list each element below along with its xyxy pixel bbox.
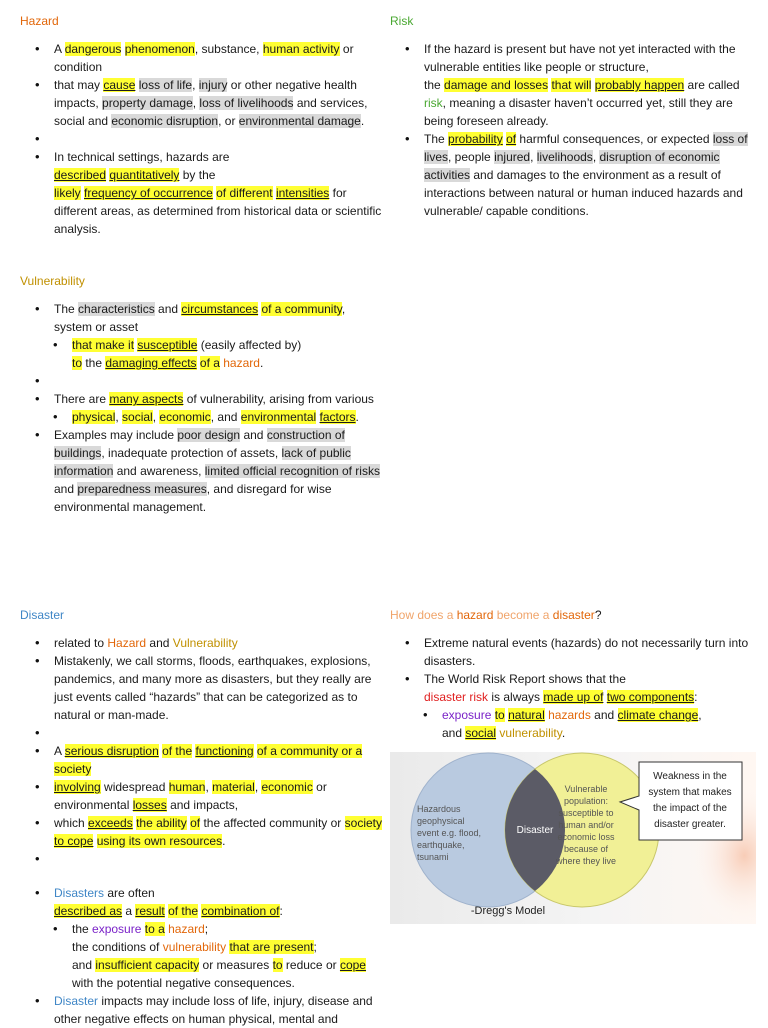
vulnerability-heading: Vulnerability xyxy=(20,274,85,288)
hazard-list xyxy=(20,40,384,238)
hazard-bullet-2: • that may cause loss of life, injury or other negative health impacts, property damage, loss of livelihoods and services, social and economic disruption, or environmental damage. xyxy=(54,76,384,130)
vulnerability-sublist xyxy=(54,336,384,372)
disaster-bullet-1: • related to Hazard and Vulnerability xyxy=(54,634,384,652)
vulnerability-sub-bullet: • that make it susceptible (easily affected by) to the damaging effects of a hazard. xyxy=(72,336,384,372)
disaster-bullet-2: • Mistakenly, we call storms, floods, earthquakes, explosions, pandemics, and many more as disasters, but they really are just events called “hazards” that can be categorized as to natural or man-made. xyxy=(54,652,384,724)
disaster-bullet-3: • A serious disruption of the functioning of a community or a society xyxy=(54,742,384,778)
right-label-line: susceptible to xyxy=(558,808,614,818)
dreggs-model-figure xyxy=(390,752,756,924)
disaster-label: Disaster xyxy=(516,825,554,836)
risk-heading: Risk xyxy=(390,14,414,28)
spacer xyxy=(54,850,384,884)
hazard-bullet-3: • In technical settings, hazards are described quantitatively by the likely frequency of occurrence of different intensities for different areas, as determined from historical data or scientific analysis. xyxy=(54,148,384,238)
right-label-line: because of xyxy=(563,844,609,854)
disaster-heading: Disaster xyxy=(20,608,65,622)
risk-bullet-1: • If the hazard is present but have not yet interacted with the vulnerable entities like people or structure, the damage and losses that will probably happen are called risk, meaning a disaster haven’t occurred yet, still they are being foreseen already. xyxy=(424,40,756,130)
disaster-combination-item: • the exposure to a hazard; the conditions of vulnerability that are present; and insufficient capacity or measures to reduce or cope with the potential negative consequences. xyxy=(72,920,384,992)
risk-section xyxy=(390,12,756,220)
left-label-line: Hazardous xyxy=(417,804,461,814)
how-section xyxy=(390,606,756,742)
right-label-line: where they live xyxy=(555,856,617,866)
how-list xyxy=(390,634,756,742)
right-label-line: human and/or xyxy=(558,820,614,830)
callout-line: disaster greater. xyxy=(654,819,726,830)
how-bullet-1: • Extreme natural events (hazards) do not necessarily turn into disasters. xyxy=(424,634,756,670)
hazard-heading: Hazard xyxy=(20,14,59,28)
vulnerability-factors-sublist xyxy=(54,408,384,426)
spacer xyxy=(54,372,384,390)
vulnerability-bullet-1: • The characteristics and circumstances of a community, system or asset • that make it susceptible (easily affected by) to the damaging effects of a hazard. xyxy=(54,300,384,372)
how-components-sublist xyxy=(424,706,756,742)
left-label-line: geophysical xyxy=(417,816,465,826)
disaster-bullet-6: • Disasters are often described as a result of the combination of: • the exposure to a hazard; the conditions of vulnerability that are present; and insufficient capacity or measures to reduce or cope with the potential negative consequences. xyxy=(54,884,384,992)
how-components-item: • exposure to natural hazards and climate change, and social vulnerability. xyxy=(442,706,756,742)
hazard-bullet-1: • A dangerous phenomenon, substance, human activity or condition xyxy=(54,40,384,76)
callout-line: the impact of the xyxy=(653,803,727,814)
left-label-line: tsunami xyxy=(417,852,449,862)
venn-diagram xyxy=(390,752,756,924)
risk-bullet-2: • The probability of harmful consequences, or expected loss of lives, people injured, livelihoods, disruption of economic activities and damages to the environment as a result of interactions between natural or human induced hazards and vulnerable/ capable conditions. xyxy=(424,130,756,220)
vulnerability-bullet-3: • Examples may include poor design and construction of buildings, inadequate protection of assets, lack of public information and awareness, limited official recognition of risks and preparedness measures, and disregard for wise environmental management. xyxy=(54,426,384,516)
disaster-bullet-4: • involving widespread human, material, economic or environmental losses and impacts, xyxy=(54,778,384,814)
how-heading: How does a hazard become a disaster? xyxy=(390,608,602,622)
left-label-line: earthquake, xyxy=(417,840,465,850)
risk-list xyxy=(390,40,756,220)
right-label-line: Vulnerable xyxy=(564,784,608,794)
left-label-line: event e.g. flood, xyxy=(417,828,482,838)
right-circle-labels xyxy=(555,784,616,866)
vulnerability-factors: • physical, social, economic, and environmental factors. xyxy=(72,408,384,426)
figure-caption: -Dregg's Model xyxy=(470,905,546,917)
disaster-section xyxy=(20,606,384,1028)
spacer xyxy=(54,130,384,148)
disaster-bullet-5: • which exceeds the ability of the affected community or society to cope using its own resources. xyxy=(54,814,384,850)
left-column xyxy=(20,12,384,516)
disaster-list xyxy=(20,634,384,1028)
how-bullet-2: • The World Risk Report shows that the disaster risk is always made up of two components: • exposure to natural hazards and climate change, and social vulnerability. xyxy=(424,670,756,742)
disaster-bullet-7: • Disaster impacts may include loss of life, injury, disease and other negative effects on human physical, mental and xyxy=(54,992,384,1028)
vulnerability-list xyxy=(20,300,384,516)
right-label-line: economic loss xyxy=(557,832,615,842)
callout-line: system that makes xyxy=(648,787,732,798)
disaster-combination-sublist xyxy=(54,920,384,992)
right-label-line: population: xyxy=(563,796,609,806)
vulnerability-bullet-2: • There are many aspects of vulnerability, arising from various • physical, social, economic, and environmental factors. xyxy=(54,390,384,426)
callout-line: Weakness in the xyxy=(653,771,727,782)
spacer xyxy=(54,724,384,742)
